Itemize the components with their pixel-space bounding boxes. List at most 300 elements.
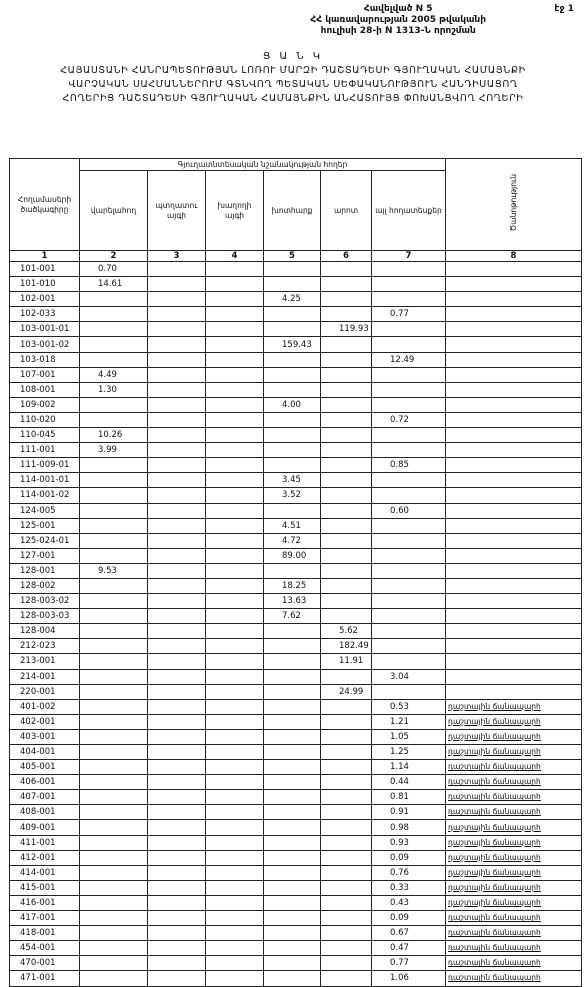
area-cell (80, 473, 148, 488)
table-row (10, 412, 582, 427)
table-row (10, 533, 582, 548)
area-cell (148, 684, 206, 699)
area-cell (264, 911, 321, 926)
area-cell (80, 307, 148, 322)
area-cell (148, 397, 206, 412)
table-row (10, 880, 582, 895)
area-cell (446, 684, 582, 699)
table-row (10, 473, 582, 488)
area-cell (148, 971, 206, 986)
column-number: 1 (10, 251, 80, 262)
area-cell (148, 714, 206, 729)
area-cell (80, 684, 148, 699)
area-cell (321, 941, 372, 956)
area-cell (148, 443, 206, 458)
area-cell (206, 367, 264, 382)
parcel-code-cell: 108-001 (10, 382, 80, 397)
parcel-code-cell: 103-001-01 (10, 322, 80, 337)
area-cell (264, 729, 321, 744)
area-cell: 1.05 (372, 729, 446, 744)
header-col-other: այլ հողատեսքեր (372, 171, 446, 251)
area-cell (446, 428, 582, 443)
area-cell (264, 941, 321, 956)
area-cell (321, 412, 372, 427)
area-cell: 9.53 (80, 563, 148, 578)
area-cell: 0.77 (372, 956, 446, 971)
area-cell: դաշտային ճանապարհ (446, 956, 582, 971)
area-cell (80, 639, 148, 654)
area-cell (446, 382, 582, 397)
area-cell (446, 322, 582, 337)
area-cell (148, 956, 206, 971)
area-cell: 89.00 (264, 548, 321, 563)
area-cell: 0.77 (372, 307, 446, 322)
area-cell (206, 760, 264, 775)
header-code: Հողամասերի ծածկագիրը (10, 159, 80, 251)
area-cell (148, 337, 206, 352)
table-row (10, 609, 582, 624)
area-cell (321, 926, 372, 941)
area-cell: 7.62 (264, 609, 321, 624)
area-cell (206, 503, 264, 518)
area-cell (206, 548, 264, 563)
area-cell (264, 669, 321, 684)
area-cell (206, 382, 264, 397)
area-cell (372, 578, 446, 593)
area-cell (321, 548, 372, 563)
area-cell (148, 382, 206, 397)
area-cell (264, 277, 321, 292)
column-number-row (10, 251, 582, 262)
area-cell (80, 292, 148, 307)
area-cell (148, 488, 206, 503)
parcel-code-cell: 402-001 (10, 714, 80, 729)
area-cell (372, 488, 446, 503)
area-cell: 1.30 (80, 382, 148, 397)
area-cell (321, 488, 372, 503)
area-cell (321, 533, 372, 548)
area-cell (321, 880, 372, 895)
area-cell (321, 578, 372, 593)
table-row (10, 397, 582, 412)
area-cell (321, 760, 372, 775)
area-cell (321, 307, 372, 322)
area-cell: դաշտային ճանապարհ (446, 835, 582, 850)
area-cell (446, 292, 582, 307)
area-cell (206, 412, 264, 427)
area-cell (206, 277, 264, 292)
area-cell (321, 443, 372, 458)
area-cell: դաշտային ճանապարհ (446, 820, 582, 835)
area-cell (321, 865, 372, 880)
area-cell (446, 397, 582, 412)
area-cell (206, 488, 264, 503)
area-cell (264, 835, 321, 850)
parcel-code-cell: 213-001 (10, 654, 80, 669)
area-cell (321, 292, 372, 307)
area-cell: 3.52 (264, 488, 321, 503)
area-cell (206, 835, 264, 850)
area-cell (206, 745, 264, 760)
column-number: 8 (446, 251, 582, 262)
table-row (10, 367, 582, 382)
area-cell (264, 805, 321, 820)
parcel-code-cell: 103-018 (10, 352, 80, 367)
area-cell (446, 488, 582, 503)
area-cell: 13.63 (264, 594, 321, 609)
parcel-code-cell: 212-023 (10, 639, 80, 654)
area-cell (80, 624, 148, 639)
area-cell (148, 473, 206, 488)
area-cell (80, 926, 148, 941)
area-cell: 1.06 (372, 971, 446, 986)
area-cell (206, 594, 264, 609)
table-row (10, 518, 582, 533)
area-cell (321, 956, 372, 971)
title-line-3: ՀՈՂԵՐԻՑ ԴԱՇՏԱԴԵՍԻ ԳՅՈՒՂԱԿԱՆ ՀԱՄԱՅՆՔԻՆ ԱՆՀԱՏՈՒՅՑ ՓՈԽԱՆՑՎՈՂ ՀՈՂԵՐԻ (62, 93, 524, 104)
area-cell (321, 805, 372, 820)
area-cell (206, 865, 264, 880)
area-cell: 0.60 (372, 503, 446, 518)
area-cell (264, 895, 321, 910)
table-row (10, 352, 582, 367)
area-cell (80, 805, 148, 820)
area-cell (321, 428, 372, 443)
parcel-code-cell: 416-001 (10, 895, 80, 910)
area-cell (148, 805, 206, 820)
area-cell (372, 624, 446, 639)
area-cell (206, 805, 264, 820)
area-cell (80, 699, 148, 714)
area-cell: 4.49 (80, 367, 148, 382)
area-cell (264, 699, 321, 714)
column-number: 2 (80, 251, 148, 262)
area-cell: 1.14 (372, 760, 446, 775)
area-cell: դաշտային ճանապարհ (446, 729, 582, 744)
area-cell (148, 790, 206, 805)
area-cell (321, 609, 372, 624)
area-cell (80, 533, 148, 548)
area-cell (372, 277, 446, 292)
area-cell (321, 835, 372, 850)
parcel-code-cell: 214-001 (10, 669, 80, 684)
area-cell: 0.67 (372, 926, 446, 941)
table-row (10, 503, 582, 518)
area-cell (264, 307, 321, 322)
area-cell (206, 578, 264, 593)
header-col-pasture: արոտ (321, 171, 372, 251)
area-cell (372, 563, 446, 578)
area-cell (148, 563, 206, 578)
parcel-code-cell: 454-001 (10, 941, 80, 956)
area-cell (206, 533, 264, 548)
parcel-code-cell: 403-001 (10, 729, 80, 744)
area-cell (264, 775, 321, 790)
area-cell (148, 911, 206, 926)
parcel-code-cell: 404-001 (10, 745, 80, 760)
table-row (10, 262, 582, 277)
area-cell (321, 563, 372, 578)
area-cell: 0.85 (372, 458, 446, 473)
parcel-code-cell: 128-003-02 (10, 594, 80, 609)
area-cell (446, 277, 582, 292)
table-row (10, 699, 582, 714)
header-note-cell (446, 159, 582, 251)
title-line-1: ՀԱՅԱՍՏԱՆԻ ՀԱՆՐԱՊԵՏՈՒԹՅԱՆ ԼՈՌՈՒ ՄԱՐԶԻ ԴԱՇՏԱԴԵՍԻ ԳՅՈՒՂԱԿԱՆ ՀԱՄԱՅՆՔԻ (60, 65, 526, 76)
area-cell (446, 352, 582, 367)
appendix-label: Հավելված N 5 (363, 4, 433, 14)
area-cell: դաշտային ճանապարհ (446, 850, 582, 865)
area-cell: 0.33 (372, 880, 446, 895)
area-cell (264, 352, 321, 367)
area-cell (148, 428, 206, 443)
area-cell (446, 412, 582, 427)
area-cell (264, 956, 321, 971)
area-cell (446, 594, 582, 609)
area-cell: դաշտային ճանապարհ (446, 745, 582, 760)
area-cell: դաշտային ճանապարհ (446, 760, 582, 775)
header-group: Գյուղատնտեսական նշանակության հողեր (80, 159, 446, 171)
area-cell (446, 443, 582, 458)
area-cell (148, 518, 206, 533)
table-row (10, 865, 582, 880)
parcel-code-cell: 220-001 (10, 684, 80, 699)
area-cell (206, 699, 264, 714)
area-cell (372, 639, 446, 654)
area-cell (446, 669, 582, 684)
area-cell (372, 518, 446, 533)
area-cell: 3.04 (372, 669, 446, 684)
area-cell (264, 654, 321, 669)
area-cell (206, 654, 264, 669)
table-body (10, 262, 582, 987)
area-cell (148, 412, 206, 427)
area-cell: 0.91 (372, 805, 446, 820)
parcel-code-cell: 408-001 (10, 805, 80, 820)
area-cell: 182.49 (321, 639, 372, 654)
area-cell (148, 307, 206, 322)
area-cell (148, 548, 206, 563)
header-col-vineyard: խաղողի այգի (206, 171, 264, 251)
parcel-code-cell: 471-001 (10, 971, 80, 986)
area-cell: դաշտային ճանապարհ (446, 971, 582, 986)
area-cell (372, 397, 446, 412)
area-cell (80, 911, 148, 926)
table-row (10, 775, 582, 790)
area-cell (206, 443, 264, 458)
parcel-code-cell: 417-001 (10, 911, 80, 926)
area-cell (148, 699, 206, 714)
area-cell (206, 307, 264, 322)
area-cell: 0.81 (372, 790, 446, 805)
area-cell (206, 458, 264, 473)
decree-date-line: հուլիսի 28-ի N 1313-Ն որոշման (320, 26, 476, 36)
area-cell: դաշտային ճանապարհ (446, 895, 582, 910)
header-note: Ծանոթություն (508, 174, 518, 232)
area-cell: 3.99 (80, 443, 148, 458)
area-cell (372, 609, 446, 624)
area-cell (206, 262, 264, 277)
area-cell (148, 926, 206, 941)
area-cell (80, 488, 148, 503)
area-cell (148, 594, 206, 609)
table-row (10, 850, 582, 865)
area-cell (80, 458, 148, 473)
area-cell (264, 322, 321, 337)
title-line-2: ՎԱՐՉԱԿԱՆ ՍԱՀՄԱՆՆԵՐՈՒՄ ԳՏՆՎՈՂ ՊԵՏԱԿԱՆ ՍԵՓԱԿԱՆՈՒԹՅՈՒՆ ՀԱՆԴԻՍԱՑՈՂ (68, 79, 518, 90)
area-cell: 0.43 (372, 895, 446, 910)
area-cell: դաշտային ճանապարհ (446, 926, 582, 941)
area-cell (206, 790, 264, 805)
parcel-code-cell: 124-005 (10, 503, 80, 518)
area-cell (446, 548, 582, 563)
area-cell (264, 563, 321, 578)
area-cell (321, 337, 372, 352)
area-cell (321, 277, 372, 292)
area-cell: 4.25 (264, 292, 321, 307)
area-cell (372, 262, 446, 277)
table-row (10, 563, 582, 578)
area-cell (80, 609, 148, 624)
area-cell (148, 262, 206, 277)
area-cell (372, 533, 446, 548)
parcel-code-cell: 414-001 (10, 865, 80, 880)
area-cell (264, 443, 321, 458)
area-cell (206, 352, 264, 367)
area-cell: 12.49 (372, 352, 446, 367)
area-cell (321, 820, 372, 835)
area-cell: 18.25 (264, 578, 321, 593)
table-row (10, 669, 582, 684)
area-cell (80, 880, 148, 895)
table-row (10, 684, 582, 699)
area-cell (321, 594, 372, 609)
area-cell (321, 850, 372, 865)
header-col-arable: վարելահող (80, 171, 148, 251)
parcel-code-cell: 409-001 (10, 820, 80, 835)
area-cell: 1.21 (372, 714, 446, 729)
header-col-hayfield: խոտհարք (264, 171, 321, 251)
parcel-code-cell: 103-001-02 (10, 337, 80, 352)
area-cell (206, 624, 264, 639)
area-cell (148, 729, 206, 744)
area-cell (148, 895, 206, 910)
area-cell (80, 352, 148, 367)
parcel-code-cell: 407-001 (10, 790, 80, 805)
parcel-code-cell: 412-001 (10, 850, 80, 865)
area-cell: դաշտային ճանապարհ (446, 699, 582, 714)
parcel-code-cell: 128-003-03 (10, 609, 80, 624)
area-cell: 159.43 (264, 337, 321, 352)
area-cell (206, 609, 264, 624)
area-cell (321, 971, 372, 986)
area-cell (206, 322, 264, 337)
area-cell (206, 337, 264, 352)
table-row (10, 443, 582, 458)
area-cell: 0.09 (372, 911, 446, 926)
area-cell (148, 820, 206, 835)
area-cell (80, 956, 148, 971)
area-cell (80, 941, 148, 956)
area-cell (264, 760, 321, 775)
area-cell: 0.93 (372, 835, 446, 850)
area-cell: դաշտային ճանապարհ (446, 775, 582, 790)
area-cell (321, 790, 372, 805)
area-cell: դաշտային ճանապարհ (446, 911, 582, 926)
area-cell (148, 669, 206, 684)
parcel-code-cell: 411-001 (10, 835, 80, 850)
area-cell (446, 578, 582, 593)
area-cell: 0.70 (80, 262, 148, 277)
area-cell (372, 428, 446, 443)
page-number: էջ 1 (554, 4, 574, 14)
area-cell (321, 775, 372, 790)
area-cell: 0.98 (372, 820, 446, 835)
parcel-code-cell: 470-001 (10, 956, 80, 971)
area-cell (321, 397, 372, 412)
list-label: Ց Ա Ն Կ (262, 51, 324, 62)
parcel-code-cell: 114-001-02 (10, 488, 80, 503)
area-cell (264, 639, 321, 654)
area-cell (372, 292, 446, 307)
area-cell (80, 654, 148, 669)
area-cell (372, 322, 446, 337)
area-cell (148, 292, 206, 307)
area-cell (148, 533, 206, 548)
area-cell (264, 880, 321, 895)
area-cell (148, 880, 206, 895)
area-cell (80, 669, 148, 684)
area-cell: 4.51 (264, 518, 321, 533)
parcel-code-cell: 114-001-01 (10, 473, 80, 488)
area-cell: 0.44 (372, 775, 446, 790)
area-cell (446, 337, 582, 352)
table-row (10, 548, 582, 563)
area-cell (206, 639, 264, 654)
parcel-code-cell: 128-001 (10, 563, 80, 578)
table-row (10, 578, 582, 593)
area-cell: 14.61 (80, 277, 148, 292)
area-cell: 3.45 (264, 473, 321, 488)
area-cell (446, 533, 582, 548)
area-cell (264, 412, 321, 427)
parcel-code-cell: 109-002 (10, 397, 80, 412)
area-cell (446, 654, 582, 669)
area-cell (264, 714, 321, 729)
area-cell (80, 518, 148, 533)
table-row (10, 790, 582, 805)
area-cell (148, 322, 206, 337)
area-cell (80, 337, 148, 352)
area-cell (206, 292, 264, 307)
area-cell (148, 624, 206, 639)
area-cell (148, 941, 206, 956)
parcel-code-cell: 128-002 (10, 578, 80, 593)
area-cell (206, 563, 264, 578)
table-row (10, 941, 582, 956)
area-cell (372, 548, 446, 563)
area-cell: դաշտային ճանապարհ (446, 880, 582, 895)
area-cell: 0.72 (372, 412, 446, 427)
area-cell (206, 820, 264, 835)
area-cell (264, 382, 321, 397)
area-cell (446, 473, 582, 488)
area-cell (148, 775, 206, 790)
parcel-code-cell: 415-001 (10, 880, 80, 895)
area-cell (321, 518, 372, 533)
area-cell (80, 714, 148, 729)
area-cell (321, 367, 372, 382)
